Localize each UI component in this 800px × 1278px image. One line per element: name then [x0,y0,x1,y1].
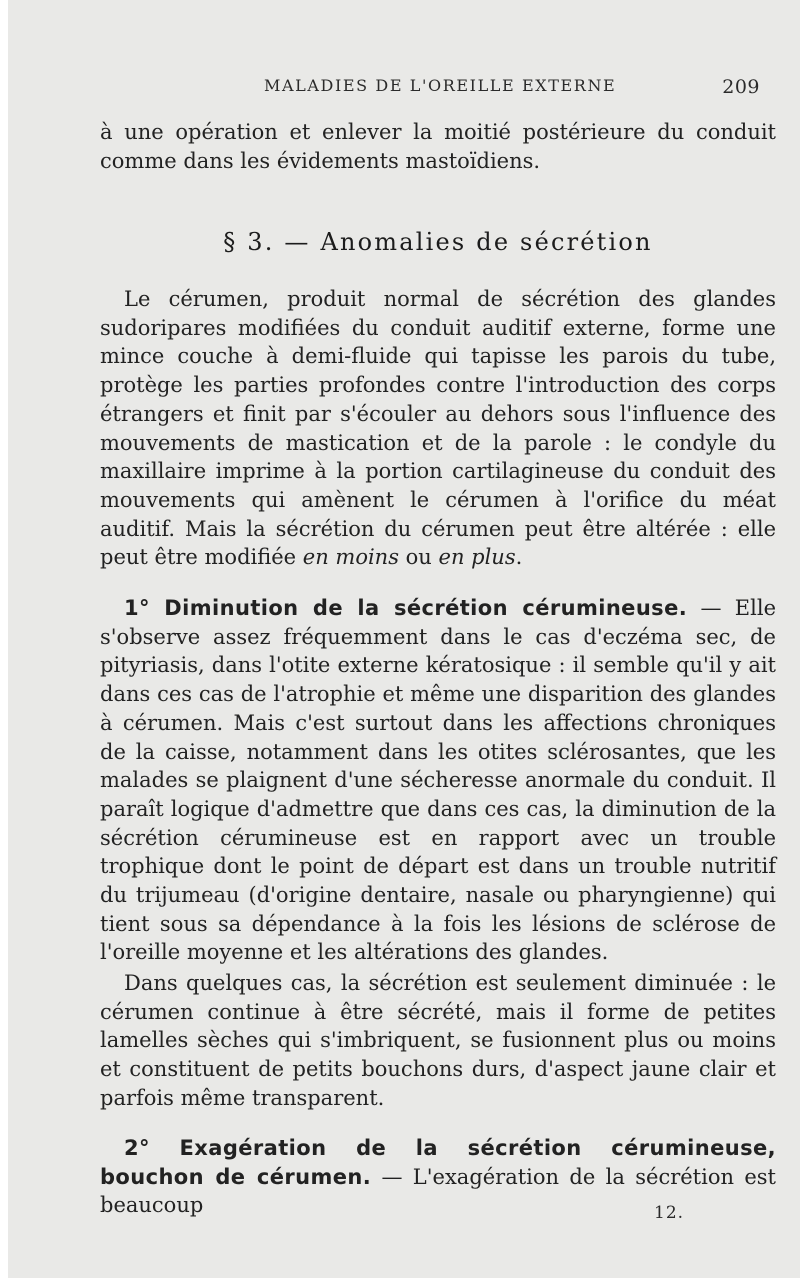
paragraph-text: Le cérumen, produit normal de sécrétion des glandes sudoripares modifiées du conduit auditif externe, forme une mince couche à demi-fluide qui tapisse les parois du tube, protège les parties profondes contre l'introduction des corps étrangers et finit par s'écouler au dehors sous l'influence des mouvements de mastication et de la parole : le condyle du maxillaire imprime à la portion cartilagineuse du conduit des mouvements qui amènent le cérumen à l'orifice du méat auditif. Mais la sécrétion du cérumen peut être altérée : elle peut être modifiée [100,287,776,570]
subsection-heading-exageration: 2° Exagération de la sécrétion cérumineuse, bouchon de cérumen. [100,1136,776,1189]
paragraph-text: — Elle s'observe assez fréquemment dans le cas d'eczéma sec, de pityriasis, dans l'otite externe kératosique : il semble qu'il y ait dans ces cas de l'atrophie et même une disparition des glandes à cérumen. Mais c'est surtout dans les affections chroniques de la caisse, notamment dans les otites sclérosantes, que les malades se plaignent d'une sécheresse anormale du conduit. Il paraît logique d'admettre que dans ces cas, la diminution de la sécrétion cérumineuse est en rapport avec un trouble trophique dont le point de départ est dans un trouble nutritif du trijumeau (d'origine dentaire, nasale ou pharyngienne) qui tient sous sa dépendance à la fois les lésions de sclérose de l'oreille moyenne et les altérations des glandes. [100,596,776,965]
paragraph-quelques-cas: Dans quelques cas, la sécrétion est seulement diminuée : le cérumen continue à être sécrété, mais il forme de petites lamelles sèches qui s'imbriquent, se fusionnent plus ou moins et constituent de petits bouchons durs, d'aspect jaune clair et parfois même transparent. [100,971,776,1110]
emphasis-en-moins: en moins [302,545,399,570]
book-page [8,0,800,1278]
paragraph-end: . [515,545,523,570]
connector-text: ou [398,545,439,570]
page-number: 209 [722,76,760,98]
paragraph-cerumen-intro [100,285,776,572]
section-title: § 3. — Anomalies de sécrétion [223,228,653,256]
subsection-heading-diminution: 1° Diminution de la sécrétion cérumineuse. [124,596,688,620]
emphasis-en-plus: en plus [438,545,516,570]
paragraph-diminution [100,594,776,967]
paragraph-continuation: à une opération et enlever la moitié postérieure du conduit comme dans les évidements mastoïdiens. [100,120,776,173]
signature-mark: 12. [654,1203,685,1223]
paragraph-text: — L'exagération de la sécrétion est beaucoup [100,1164,776,1218]
page-header [96,76,760,100]
running-title: MALADIES DE L'OREILLE EXTERNE [264,76,617,95]
